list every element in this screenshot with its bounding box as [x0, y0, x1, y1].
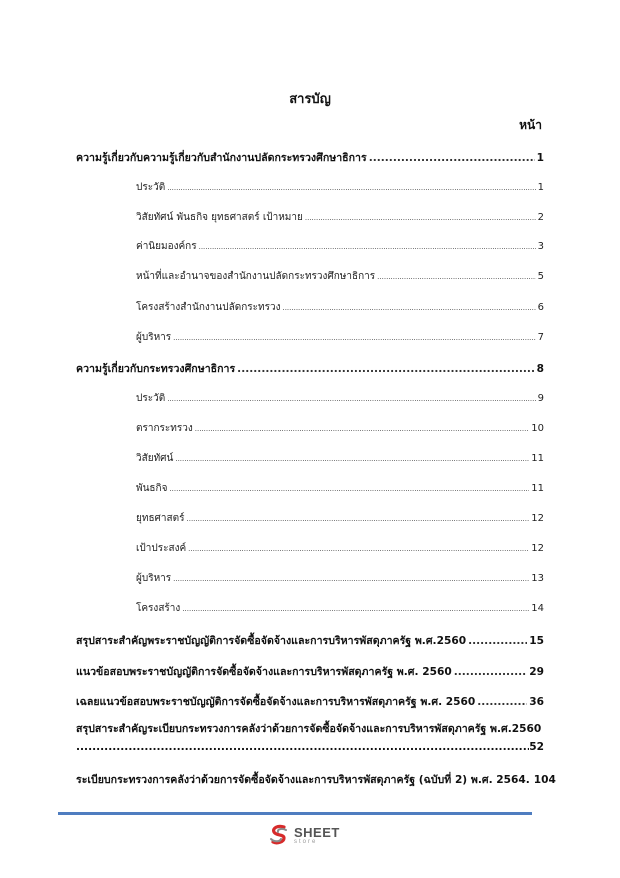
toc-page-number: 1: [537, 182, 544, 193]
sheet-store-logo: [268, 824, 340, 846]
toc-entry[interactable]: [76, 663, 544, 680]
toc-dot-leader: [175, 455, 529, 463]
toc-entry[interactable]: [76, 632, 544, 649]
toc-page-number: 104: [533, 774, 556, 786]
toc-page-number: 12: [531, 513, 544, 524]
toc-entry-text: ความรู้เกี่ยวกับกระทรวงศึกษาธิการ: [76, 363, 236, 375]
toc-entry-text: วิสัยทัศน์: [136, 453, 174, 464]
toc-page-number: 13: [531, 573, 544, 584]
toc-page-number: 11: [531, 483, 544, 494]
toc-entry-text: พันธกิจ: [136, 483, 168, 494]
toc-entry-text: เป้าประสงค์: [136, 543, 187, 554]
toc-dot-leader: [167, 184, 535, 192]
toc-page-number: 2: [537, 212, 544, 223]
toc-page-number: 7: [537, 332, 544, 343]
toc-page-number: 36: [529, 696, 544, 708]
toc-entry[interactable]: [136, 391, 544, 406]
toc-entry[interactable]: [136, 269, 544, 284]
toc-dot-leader: [169, 485, 529, 493]
toc-dot-leader: [468, 635, 527, 647]
toc-entry-text: ประวัติ: [136, 393, 166, 404]
toc-dot-leader: [282, 304, 535, 312]
toc-entry[interactable]: [76, 693, 544, 710]
toc-entry[interactable]: [136, 300, 544, 315]
toc-entry-text: ตรากระทรวง: [136, 423, 193, 434]
toc-entry-last[interactable]: [76, 771, 556, 788]
toc-entry[interactable]: [136, 571, 544, 586]
toc-dot-leader: [76, 741, 529, 753]
toc-page-number: 8: [536, 363, 544, 375]
toc-entry-text: ผู้บริหาร: [136, 573, 172, 584]
page-title: สารบัญ: [289, 92, 331, 107]
toc-entry[interactable]: [136, 541, 544, 556]
page-column-header: หน้า: [519, 118, 542, 132]
toc-entry-text: โครงสร้าง: [136, 603, 181, 614]
toc-entry[interactable]: [136, 239, 544, 254]
toc-page-number: 12: [531, 543, 544, 554]
toc-dot-leader: [369, 152, 535, 164]
toc-page-number: 14: [531, 603, 544, 614]
toc-entry-text: วิสัยทัศน์ พันธกิจ ยุทธศาสตร์ เป้าหมาย: [136, 212, 303, 223]
toc-dot-leader: [182, 605, 529, 613]
toc-dot-leader: [237, 363, 534, 375]
toc-entry-text: ยุทธศาสตร์: [136, 513, 185, 524]
toc-dot-leader: [173, 575, 529, 583]
toc-page-number: 5: [537, 271, 544, 282]
toc-page-number: 3: [537, 241, 544, 252]
toc-page-number: 10: [531, 423, 544, 434]
toc-entry[interactable]: [136, 180, 544, 195]
toc-entry[interactable]: [76, 149, 544, 166]
toc-page-number: 15: [529, 635, 544, 647]
toc-page-number: 6: [537, 302, 544, 313]
logo-sub: store: [294, 838, 318, 845]
logo-brand: SHEET: [294, 824, 340, 840]
toc-entry[interactable]: [136, 481, 544, 496]
toc-dot-leader: [477, 696, 527, 708]
toc-entry-text: ระเบียบกระทรวงการคลังว่าด้วยการจัดซื้อจัดจ้างและการบริหารพัสดุภาครัฐ (ฉบับที่ 2) พ.ศ. 2564.: [76, 774, 530, 786]
toc-entry[interactable]: [136, 421, 544, 436]
toc-entry-text: หน้าที่และอำนาจของสำนักงานปลัดกระทรวงศึกษาธิการ: [136, 271, 376, 282]
toc-entry[interactable]: [136, 330, 544, 345]
toc-dot-leader: [187, 515, 530, 523]
toc-page-number: 1: [536, 152, 544, 164]
toc-entry-text: แนวข้อสอบพระราชบัญญัติการจัดซื้อจัดจ้างและการบริหารพัสดุภาครัฐ พ.ศ. 2560: [76, 666, 452, 678]
toc-entry[interactable]: [136, 210, 544, 225]
toc-entry-text: เฉลยแนวข้อสอบพระราชบัญญัติการจัดซื้อจัดจ้างและการบริหารพัสดุภาครัฐ พ.ศ. 2560: [76, 696, 476, 708]
toc-entry-text: โครงสร้างสำนักงานปลัดกระทรวง: [136, 302, 281, 313]
footer-divider: [58, 812, 532, 815]
toc-dot-leader: [173, 334, 535, 342]
toc-dot-leader: [377, 273, 535, 281]
toc-entry-text: สรุปสาระสำคัญระเบียบกระทรวงการคลังว่าด้วยการจัดซื้อจัดจ้างและการบริหารพัสดุภาครัฐ พ.ศ.2560: [76, 723, 542, 735]
toc-entry[interactable]: [136, 601, 544, 616]
toc-page-number: 11: [531, 453, 544, 464]
toc-entry[interactable]: [136, 451, 544, 466]
toc-dot-leader: [199, 243, 536, 251]
toc-entry-text: ค่านิยมองค์กร: [136, 241, 197, 252]
toc-entry-wrapped-continuation[interactable]: [76, 741, 544, 753]
toc-dot-leader: [195, 425, 530, 433]
toc-entry-wrapped[interactable]: [76, 720, 544, 737]
toc-page-number: 9: [537, 393, 544, 404]
toc-dot-leader: [454, 666, 528, 678]
toc-page-number: 29: [529, 666, 544, 678]
toc-entry-text: ประวัติ: [136, 182, 166, 193]
toc-dot-leader: [305, 214, 536, 222]
toc-entry[interactable]: [76, 360, 544, 377]
toc-dot-leader: [188, 545, 529, 553]
sheet-store-logo-icon: [268, 824, 290, 846]
toc-entry-text: ความรู้เกี่ยวกับความรู้เกี่ยวกับสำนักงานปลัดกระทรวงศึกษาธิการ: [76, 152, 367, 164]
toc-dot-leader: [167, 395, 535, 403]
toc-entry[interactable]: [136, 511, 544, 526]
toc-entry-text: ผู้บริหาร: [136, 332, 172, 343]
toc-entry-text: สรุปสาระสำคัญพระราชบัญญัติการจัดซื้อจัดจ้างและการบริหารพัสดุภาครัฐ พ.ศ.2560: [76, 635, 467, 647]
toc-page-number: 52: [529, 741, 544, 753]
